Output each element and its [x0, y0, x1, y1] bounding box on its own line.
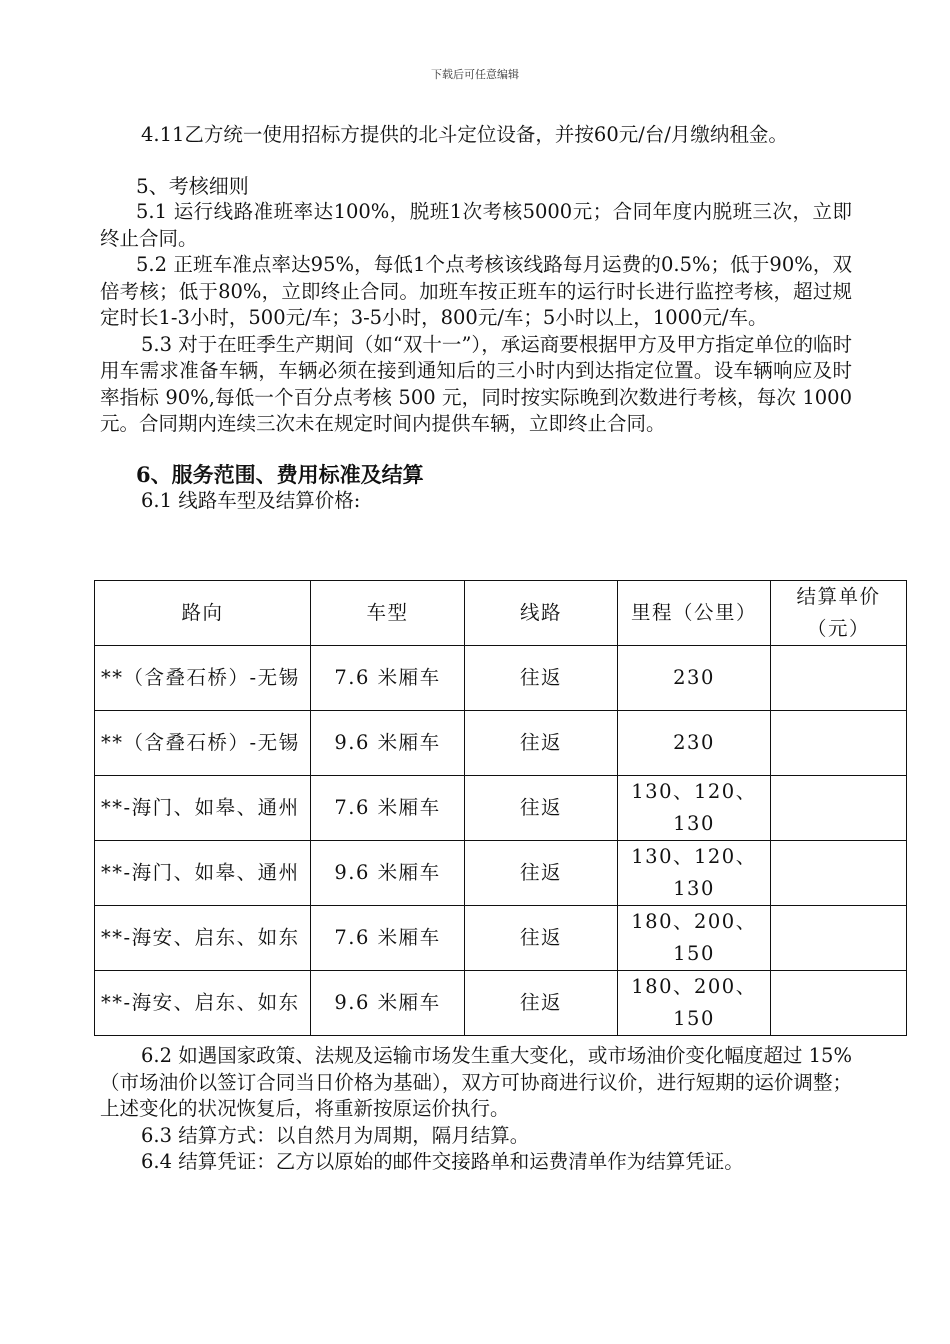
cell-unit-price [771, 646, 907, 711]
header-unit-price: 结算单价（元） [771, 581, 907, 646]
document-body [100, 122, 852, 514]
cell-route: **-海门、如皋、通州 [95, 841, 311, 906]
cell-unit-price [771, 906, 907, 971]
cell-vehicle-type: 7.6 米厢车 [311, 646, 465, 711]
cell-unit-price [771, 841, 907, 906]
paragraph-5-3: 5.3 对于在旺季生产期间（如“双十一”），承运商要根据甲方及甲方指定单位的临时用车需求准备车辆，车辆必须在接到通知后的三小时内到达指定位置。设车辆响应及时率指标 90%,每低一个百分点考核 500 元，同时按实际晚到次数进行考核，每次 1000 元。合同期内连续三次未在规定时间内提供车辆，立即终止合同。 [100, 332, 852, 435]
paragraph-6-1: 6.1 线路车型及结算价格: [141, 488, 361, 512]
paragraph-4-11: 4.11乙方统一使用招标方提供的北斗定位设备，并按60元/台/月缴纳租金。 [141, 123, 788, 146]
cell-line: 往返 [465, 841, 618, 906]
table-header-row [95, 581, 907, 646]
table-row [95, 971, 907, 1036]
cell-mileage: 230 [618, 711, 771, 776]
cell-route: **-海门、如皋、通州 [95, 776, 311, 841]
cell-route: **-海安、启东、如东 [95, 971, 311, 1036]
cell-vehicle-type: 9.6 米厢车 [311, 971, 465, 1036]
cell-route: **-海安、启东、如东 [95, 906, 311, 971]
cell-unit-price [771, 711, 907, 776]
cell-mileage: 180、200、150 [618, 906, 771, 971]
table-row [95, 906, 907, 971]
header-vehicle-type: 车型 [311, 581, 465, 646]
document-body-continued [100, 1043, 852, 1176]
paragraph-6-4: 6.4 结算凭证：乙方以原始的邮件交接路单和运费清单作为结算凭证。 [141, 1150, 744, 1173]
spacer [100, 438, 852, 462]
cell-line: 往返 [465, 711, 618, 776]
section-5-title: 5、考核细则 [136, 173, 249, 198]
table-row [95, 776, 907, 841]
cell-line: 往返 [465, 906, 618, 971]
paragraph-6-3: 6.3 结算方式：以自然月为周期，隔月结算。 [141, 1123, 530, 1147]
cell-line: 往返 [465, 776, 618, 841]
table-row [95, 646, 907, 711]
cell-unit-price [771, 971, 907, 1036]
cell-line: 往返 [465, 971, 618, 1036]
cell-vehicle-type: 7.6 米厢车 [311, 776, 465, 841]
paragraph-6-2: 6.2 如遇国家政策、法规及运输市场发生重大变化，或市场油价变化幅度超过 15%（市场油价以签订合同当日价格为基础），双方可协商进行议价，进行短期的运价调整；上述变化的状况恢复后，将重新按原运价执行。 [100, 1044, 852, 1120]
spacer [100, 149, 852, 173]
cell-mileage: 180、200、150 [618, 971, 771, 1036]
cell-vehicle-type: 7.6 米厢车 [311, 906, 465, 971]
table-row [95, 841, 907, 906]
cell-vehicle-type: 9.6 米厢车 [311, 841, 465, 906]
cell-line: 往返 [465, 646, 618, 711]
header-route: 路向 [95, 581, 311, 646]
cell-route: **（含叠石桥）-无锡 [95, 711, 311, 776]
paragraph-5-1: 5.1 运行线路准班率达100%，脱班1次考核5000元；合同年度内脱班三次，立即终止合同。 [100, 200, 852, 250]
header-mileage: 里程（公里） [618, 581, 771, 646]
cell-mileage: 230 [618, 646, 771, 711]
page-header-note: 下载后可任意编辑 [431, 68, 519, 81]
paragraph-5-2: 5.2 正班车准点率达95%，每低1个点考核该线路每月运费的0.5%；低于90%，双倍考核；低于80%，立即终止合同。加班车按正班车的运行时长进行监控考核，超过规定时长1-3小时，500元/车；3-5小时，800元/车；5小时以上，1000元/车。 [100, 253, 852, 329]
section-6-title: 6、服务范围、费用标准及结算 [136, 461, 424, 487]
cell-route: **（含叠石桥）-无锡 [95, 646, 311, 711]
cell-mileage: 130、120、130 [618, 776, 771, 841]
table-row [95, 711, 907, 776]
cell-vehicle-type: 9.6 米厢车 [311, 711, 465, 776]
cell-unit-price [771, 776, 907, 841]
cell-mileage: 130、120、130 [618, 841, 771, 906]
rate-table [94, 580, 907, 1036]
header-line: 线路 [465, 581, 618, 646]
